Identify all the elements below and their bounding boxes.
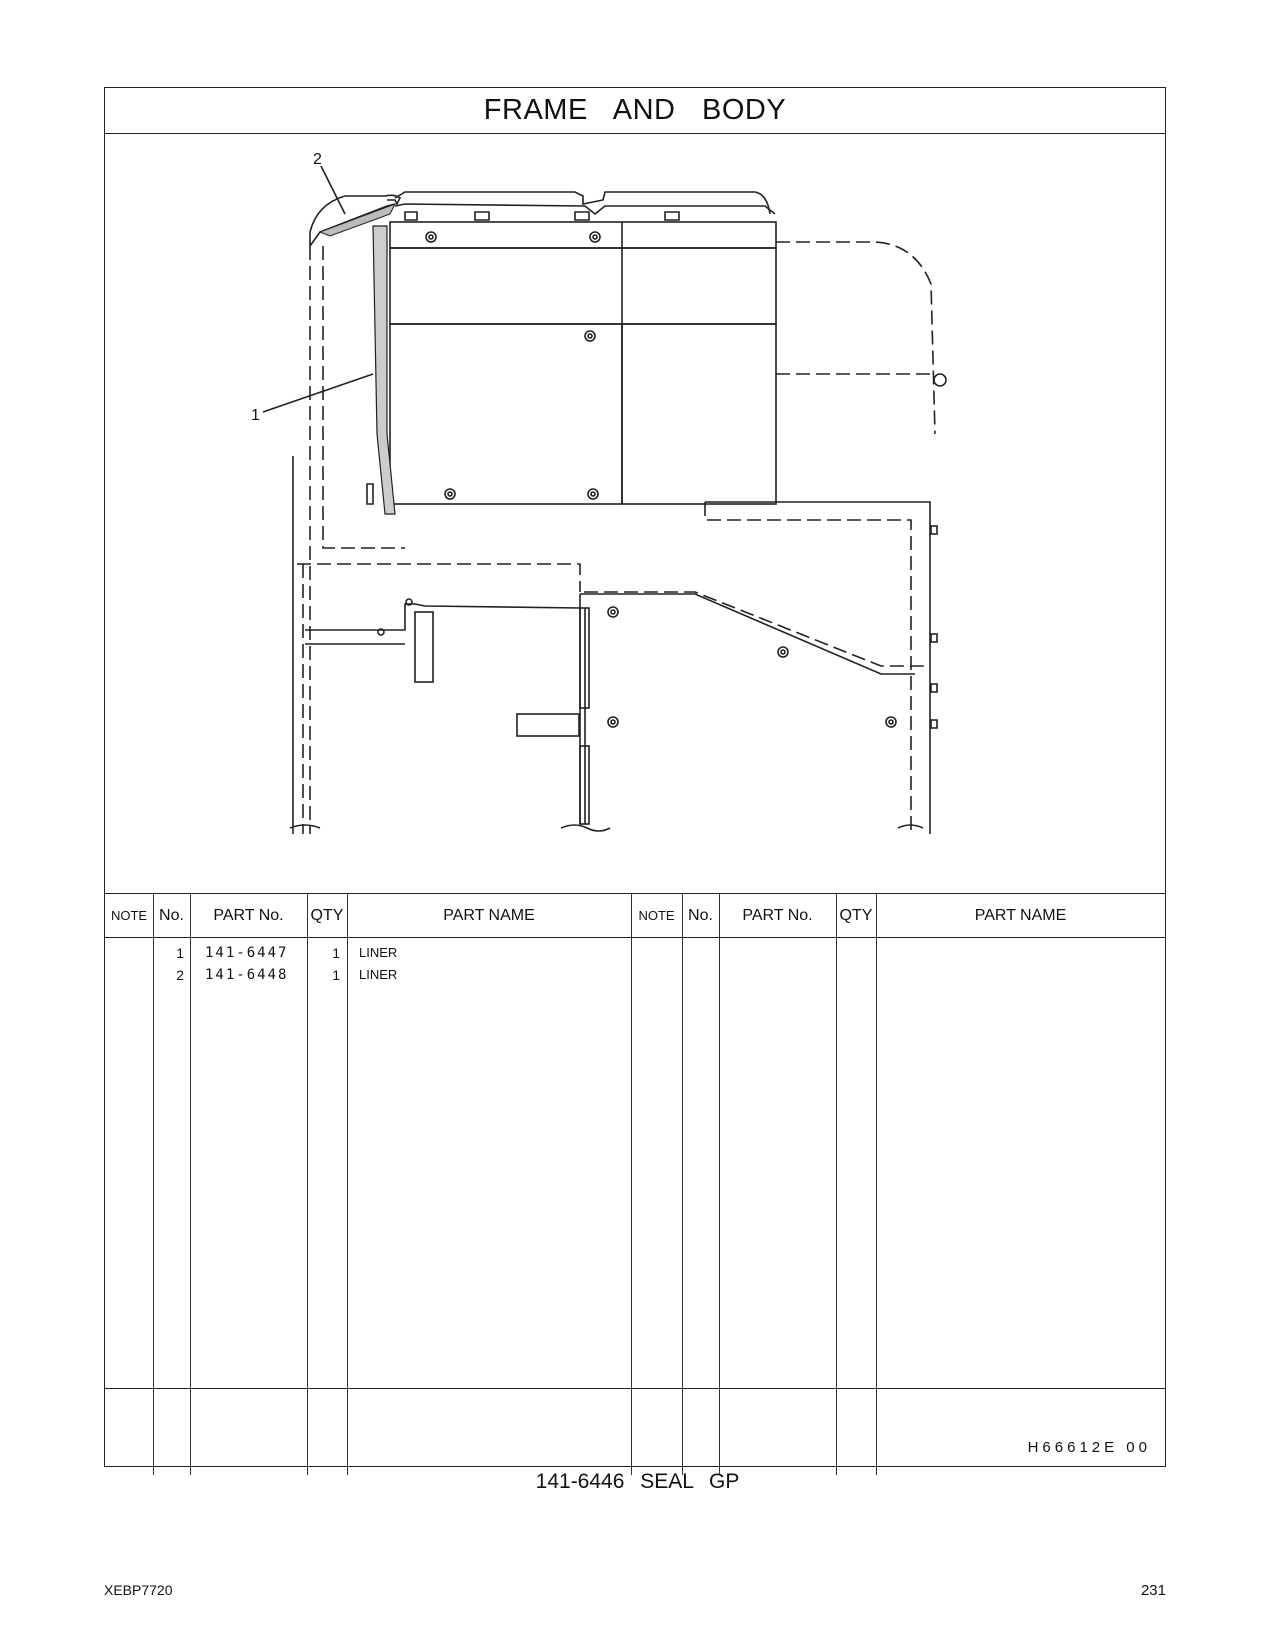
row-part-name: LINER: [359, 945, 398, 960]
header-qty-left: QTY: [310, 906, 344, 924]
page-title: FRAME AND BODY: [105, 88, 1165, 134]
callout-1: 1: [251, 407, 260, 424]
sheet-footer: [105, 1388, 1165, 1466]
header-no-right: No.: [688, 906, 713, 924]
header-note-left: NOTE: [110, 908, 148, 923]
row-no: 2: [176, 967, 184, 983]
group-caption: 141-6446 SEAL GP: [535, 1470, 740, 1493]
row-no: 1: [176, 945, 184, 961]
row-part-name: LINER: [359, 967, 398, 982]
header-part-no-right: PART No.: [742, 906, 813, 924]
row-qty: 1: [332, 945, 340, 961]
callout-2: 2: [313, 151, 322, 168]
row-part-no: 141-6448: [205, 967, 289, 983]
header-qty-right: QTY: [839, 906, 873, 924]
row-qty: 1: [332, 967, 340, 983]
header-part-name-left: PART NAME: [443, 906, 535, 924]
header-no-left: No.: [159, 906, 184, 924]
parts-sheet: [104, 87, 1166, 1467]
document-code: XEBP7720: [104, 1582, 173, 1598]
header-note-right: NOTE: [638, 908, 675, 923]
header-part-name-right: PART NAME: [974, 906, 1067, 924]
page-number: 231: [1140, 1582, 1166, 1599]
parts-table-header: [105, 893, 1165, 938]
header-part-no-left: PART No.: [213, 906, 284, 924]
table-row: [105, 964, 1165, 986]
row-part-no: 141-6447: [205, 945, 289, 961]
drawing-code: H66612E 00: [1027, 1439, 1151, 1456]
table-row: [105, 942, 1165, 964]
parts-illustration: [105, 134, 1165, 892]
